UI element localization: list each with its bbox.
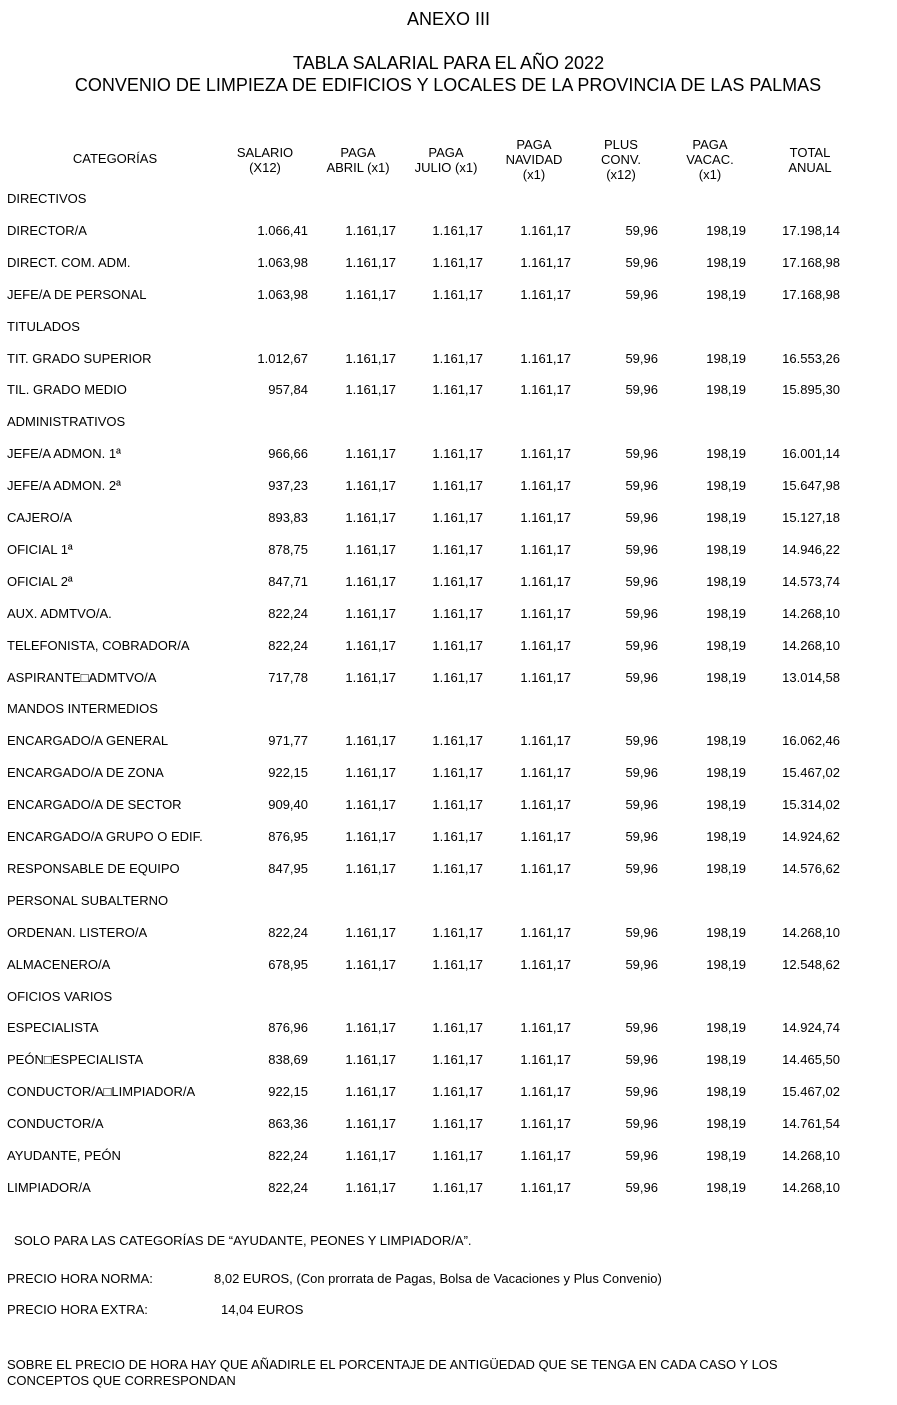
section-label: PERSONAL SUBALTERNO bbox=[7, 893, 169, 908]
section-label: MANDOS INTERMEDIOS bbox=[7, 701, 158, 716]
category-cell: ORDENAN. LISTERO/A bbox=[7, 925, 148, 940]
category-cell: CONDUCTOR/A□LIMPIADOR/A bbox=[7, 1084, 196, 1099]
plus-cell: 59,96 bbox=[625, 382, 658, 397]
vacac-cell: 198,19 bbox=[706, 925, 746, 940]
category-cell: LIMPIADOR/A bbox=[7, 1180, 91, 1195]
category-cell: ENCARGADO/A DE SECTOR bbox=[7, 797, 182, 812]
table-row bbox=[0, 223, 897, 243]
abril-cell: 1.161,17 bbox=[345, 797, 396, 812]
salario-cell: 822,24 bbox=[268, 638, 308, 653]
salario-cell: 893,83 bbox=[268, 510, 308, 525]
plus-cell: 59,96 bbox=[625, 638, 658, 653]
total-cell: 14.576,62 bbox=[782, 861, 840, 876]
total-cell: 16.062,46 bbox=[782, 733, 840, 748]
navidad-cell: 1.161,17 bbox=[520, 351, 571, 366]
abril-cell: 1.161,17 bbox=[345, 670, 396, 685]
navidad-cell: 1.161,17 bbox=[520, 861, 571, 876]
section-row bbox=[0, 191, 897, 211]
plus-cell: 59,96 bbox=[625, 670, 658, 685]
abril-cell: 1.161,17 bbox=[345, 1180, 396, 1195]
salario-cell: 1.063,98 bbox=[257, 255, 308, 270]
salario-cell: 922,15 bbox=[268, 765, 308, 780]
vacac-cell: 198,19 bbox=[706, 255, 746, 270]
abril-cell: 1.161,17 bbox=[345, 638, 396, 653]
total-cell: 17.168,98 bbox=[782, 287, 840, 302]
navidad-cell: 1.161,17 bbox=[520, 478, 571, 493]
section-label: ADMINISTRATIVOS bbox=[7, 414, 126, 429]
vacac-cell: 198,19 bbox=[706, 1020, 746, 1035]
total-cell: 15.647,98 bbox=[782, 478, 840, 493]
total-cell: 14.946,22 bbox=[782, 542, 840, 557]
hora-extra-label: PRECIO HORA EXTRA: bbox=[7, 1302, 148, 1317]
plus-cell: 59,96 bbox=[625, 606, 658, 621]
total-cell: 14.761,54 bbox=[782, 1116, 840, 1131]
navidad-cell: 1.161,17 bbox=[520, 957, 571, 972]
vacac-cell: 198,19 bbox=[706, 957, 746, 972]
plus-cell: 59,96 bbox=[625, 478, 658, 493]
plus-cell: 59,96 bbox=[625, 765, 658, 780]
header-total-anual: TOTAL ANUAL bbox=[788, 145, 832, 175]
abril-cell: 1.161,17 bbox=[345, 733, 396, 748]
total-cell: 14.268,10 bbox=[782, 1180, 840, 1195]
salario-cell: 957,84 bbox=[268, 382, 308, 397]
julio-cell: 1.161,17 bbox=[432, 861, 483, 876]
julio-cell: 1.161,17 bbox=[432, 670, 483, 685]
plus-cell: 59,96 bbox=[625, 1148, 658, 1163]
vacac-cell: 198,19 bbox=[706, 287, 746, 302]
vacac-cell: 198,19 bbox=[706, 223, 746, 238]
salario-cell: 909,40 bbox=[268, 797, 308, 812]
section-row bbox=[0, 319, 897, 339]
julio-cell: 1.161,17 bbox=[432, 542, 483, 557]
julio-cell: 1.161,17 bbox=[432, 957, 483, 972]
total-cell: 14.268,10 bbox=[782, 1148, 840, 1163]
section-label: DIRECTIVOS bbox=[7, 191, 87, 206]
total-cell: 17.168,98 bbox=[782, 255, 840, 270]
plus-cell: 59,96 bbox=[625, 1180, 658, 1195]
abril-cell: 1.161,17 bbox=[345, 446, 396, 461]
navidad-cell: 1.161,17 bbox=[520, 287, 571, 302]
annex-title: ANEXO III bbox=[406, 9, 491, 29]
salario-cell: 822,24 bbox=[268, 925, 308, 940]
navidad-cell: 1.161,17 bbox=[520, 1084, 571, 1099]
table-row bbox=[0, 446, 897, 466]
total-cell: 14.924,74 bbox=[782, 1020, 840, 1035]
table-row bbox=[0, 638, 897, 658]
julio-cell: 1.161,17 bbox=[432, 223, 483, 238]
plus-cell: 59,96 bbox=[625, 733, 658, 748]
section-row bbox=[0, 701, 897, 721]
plus-cell: 59,96 bbox=[625, 1052, 658, 1067]
table-row bbox=[0, 287, 897, 307]
category-cell: ESPECIALISTA bbox=[7, 1020, 99, 1035]
table-row bbox=[0, 957, 897, 977]
table-row bbox=[0, 574, 897, 594]
table-row bbox=[0, 733, 897, 753]
header-salario: SALARIO (X12) bbox=[236, 145, 294, 175]
salario-cell: 717,78 bbox=[268, 670, 308, 685]
total-cell: 15.127,18 bbox=[782, 510, 840, 525]
total-cell: 15.314,02 bbox=[782, 797, 840, 812]
header-paga-vacac: PAGA VACAC. (x1) bbox=[686, 137, 734, 182]
navidad-cell: 1.161,17 bbox=[520, 829, 571, 844]
vacac-cell: 198,19 bbox=[706, 1052, 746, 1067]
category-cell: RESPONSABLE DE EQUIPO bbox=[7, 861, 180, 876]
salario-cell: 966,66 bbox=[268, 446, 308, 461]
julio-cell: 1.161,17 bbox=[432, 1148, 483, 1163]
vacac-cell: 198,19 bbox=[706, 351, 746, 366]
table-row bbox=[0, 542, 897, 562]
vacac-cell: 198,19 bbox=[706, 1180, 746, 1195]
total-cell: 14.573,74 bbox=[782, 574, 840, 589]
hora-extra-value: 14,04 EUROS bbox=[221, 1302, 304, 1317]
header-plus-conv: PLUS CONV. (x12) bbox=[601, 137, 641, 182]
section-row bbox=[0, 414, 897, 434]
total-cell: 12.548,62 bbox=[782, 957, 840, 972]
vacac-cell: 198,19 bbox=[706, 574, 746, 589]
category-cell: TIT. GRADO SUPERIOR bbox=[7, 351, 152, 366]
salario-cell: 1.063,98 bbox=[257, 287, 308, 302]
salario-cell: 878,75 bbox=[268, 542, 308, 557]
julio-cell: 1.161,17 bbox=[432, 478, 483, 493]
hora-norma-label: PRECIO HORA NORMA: bbox=[7, 1271, 153, 1286]
navidad-cell: 1.161,17 bbox=[520, 606, 571, 621]
category-cell: ALMACENERO/A bbox=[7, 957, 111, 972]
category-cell: JEFE/A ADMON. 2ª bbox=[7, 478, 121, 493]
abril-cell: 1.161,17 bbox=[345, 606, 396, 621]
navidad-cell: 1.161,17 bbox=[520, 446, 571, 461]
navidad-cell: 1.161,17 bbox=[520, 1116, 571, 1131]
table-row bbox=[0, 351, 897, 371]
table-row bbox=[0, 1148, 897, 1168]
julio-cell: 1.161,17 bbox=[432, 446, 483, 461]
vacac-cell: 198,19 bbox=[706, 446, 746, 461]
table-row bbox=[0, 1180, 897, 1200]
salario-cell: 937,23 bbox=[268, 478, 308, 493]
category-cell: ENCARGADO/A GENERAL bbox=[7, 733, 169, 748]
vacac-cell: 198,19 bbox=[706, 382, 746, 397]
category-cell: CONDUCTOR/A bbox=[7, 1116, 104, 1131]
navidad-cell: 1.161,17 bbox=[520, 638, 571, 653]
section-row bbox=[0, 893, 897, 913]
salario-cell: 847,95 bbox=[268, 861, 308, 876]
julio-cell: 1.161,17 bbox=[432, 574, 483, 589]
vacac-cell: 198,19 bbox=[706, 765, 746, 780]
vacac-cell: 198,19 bbox=[706, 1084, 746, 1099]
salario-cell: 822,24 bbox=[268, 606, 308, 621]
total-cell: 14.268,10 bbox=[782, 638, 840, 653]
abril-cell: 1.161,17 bbox=[345, 1052, 396, 1067]
navidad-cell: 1.161,17 bbox=[520, 733, 571, 748]
julio-cell: 1.161,17 bbox=[432, 255, 483, 270]
category-cell: JEFE/A ADMON. 1ª bbox=[7, 446, 121, 461]
plus-cell: 59,96 bbox=[625, 957, 658, 972]
vacac-cell: 198,19 bbox=[706, 670, 746, 685]
julio-cell: 1.161,17 bbox=[432, 829, 483, 844]
navidad-cell: 1.161,17 bbox=[520, 670, 571, 685]
abril-cell: 1.161,17 bbox=[345, 1116, 396, 1131]
julio-cell: 1.161,17 bbox=[432, 1052, 483, 1067]
category-cell: ASPIRANTE□ADMTVO/A bbox=[7, 670, 157, 685]
hora-norma-value: 8,02 EUROS, (Con prorrata de Pagas, Bolsa de Vacaciones y Plus Convenio) bbox=[214, 1271, 662, 1286]
salario-cell: 822,24 bbox=[268, 1148, 308, 1163]
category-cell: TIL. GRADO MEDIO bbox=[7, 382, 127, 397]
abril-cell: 1.161,17 bbox=[345, 765, 396, 780]
section-label: TITULADOS bbox=[7, 319, 80, 334]
category-cell: OFICIAL 2ª bbox=[7, 574, 73, 589]
navidad-cell: 1.161,17 bbox=[520, 1052, 571, 1067]
abril-cell: 1.161,17 bbox=[345, 255, 396, 270]
table-row bbox=[0, 925, 897, 945]
total-cell: 16.001,14 bbox=[782, 446, 840, 461]
header-categorias: CATEGORÍAS bbox=[72, 151, 158, 166]
plus-cell: 59,96 bbox=[625, 925, 658, 940]
total-cell: 17.198,14 bbox=[782, 223, 840, 238]
julio-cell: 1.161,17 bbox=[432, 606, 483, 621]
abril-cell: 1.161,17 bbox=[345, 351, 396, 366]
plus-cell: 59,96 bbox=[625, 1116, 658, 1131]
vacac-cell: 198,19 bbox=[706, 1116, 746, 1131]
navidad-cell: 1.161,17 bbox=[520, 1180, 571, 1195]
plus-cell: 59,96 bbox=[625, 1020, 658, 1035]
abril-cell: 1.161,17 bbox=[345, 510, 396, 525]
table-row bbox=[0, 1052, 897, 1072]
julio-cell: 1.161,17 bbox=[432, 287, 483, 302]
category-cell: ENCARGADO/A DE ZONA bbox=[7, 765, 164, 780]
navidad-cell: 1.161,17 bbox=[520, 925, 571, 940]
navidad-cell: 1.161,17 bbox=[520, 223, 571, 238]
julio-cell: 1.161,17 bbox=[432, 733, 483, 748]
navidad-cell: 1.161,17 bbox=[520, 542, 571, 557]
total-cell: 15.895,30 bbox=[782, 382, 840, 397]
category-cell: JEFE/A DE PERSONAL bbox=[7, 287, 147, 302]
plus-cell: 59,96 bbox=[625, 1084, 658, 1099]
julio-cell: 1.161,17 bbox=[432, 1020, 483, 1035]
plus-cell: 59,96 bbox=[625, 223, 658, 238]
navidad-cell: 1.161,17 bbox=[520, 574, 571, 589]
document-title: TABLA SALARIAL PARA EL AÑO 2022 bbox=[292, 53, 605, 73]
abril-cell: 1.161,17 bbox=[345, 1148, 396, 1163]
header-paga-navidad: PAGA NAVIDAD (x1) bbox=[505, 137, 563, 182]
julio-cell: 1.161,17 bbox=[432, 382, 483, 397]
salario-cell: 876,96 bbox=[268, 1020, 308, 1035]
salario-cell: 863,36 bbox=[268, 1116, 308, 1131]
salario-cell: 847,71 bbox=[268, 574, 308, 589]
total-cell: 14.268,10 bbox=[782, 925, 840, 940]
table-row bbox=[0, 606, 897, 626]
section-row bbox=[0, 989, 897, 1009]
abril-cell: 1.161,17 bbox=[345, 574, 396, 589]
abril-cell: 1.161,17 bbox=[345, 1020, 396, 1035]
salario-cell: 1.012,67 bbox=[257, 351, 308, 366]
category-cell: PEÓN□ESPECIALISTA bbox=[7, 1052, 144, 1067]
plus-cell: 59,96 bbox=[625, 574, 658, 589]
table-row bbox=[0, 478, 897, 498]
julio-cell: 1.161,17 bbox=[432, 351, 483, 366]
plus-cell: 59,96 bbox=[625, 829, 658, 844]
table-row bbox=[0, 1020, 897, 1040]
vacac-cell: 198,19 bbox=[706, 797, 746, 812]
category-cell: OFICIAL 1ª bbox=[7, 542, 73, 557]
table-row bbox=[0, 1116, 897, 1136]
salario-cell: 678,95 bbox=[268, 957, 308, 972]
julio-cell: 1.161,17 bbox=[432, 797, 483, 812]
plus-cell: 59,96 bbox=[625, 797, 658, 812]
vacac-cell: 198,19 bbox=[706, 861, 746, 876]
julio-cell: 1.161,17 bbox=[432, 765, 483, 780]
table-row bbox=[0, 255, 897, 275]
abril-cell: 1.161,17 bbox=[345, 382, 396, 397]
abril-cell: 1.161,17 bbox=[345, 287, 396, 302]
navidad-cell: 1.161,17 bbox=[520, 797, 571, 812]
table-row bbox=[0, 829, 897, 849]
category-cell: DIRECT. COM. ADM. bbox=[7, 255, 131, 270]
vacac-cell: 198,19 bbox=[706, 542, 746, 557]
abril-cell: 1.161,17 bbox=[345, 829, 396, 844]
table-row bbox=[0, 1084, 897, 1104]
table-row bbox=[0, 670, 897, 690]
category-cell: CAJERO/A bbox=[7, 510, 73, 525]
vacac-cell: 198,19 bbox=[706, 510, 746, 525]
header-paga-abril: PAGA ABRIL (x1) bbox=[326, 145, 390, 175]
salario-cell: 822,24 bbox=[268, 1180, 308, 1195]
plus-cell: 59,96 bbox=[625, 510, 658, 525]
vacac-cell: 198,19 bbox=[706, 638, 746, 653]
navidad-cell: 1.161,17 bbox=[520, 1148, 571, 1163]
table-row bbox=[0, 861, 897, 881]
final-note: SOBRE EL PRECIO DE HORA HAY QUE AÑADIRLE EL PORCENTAJE DE ANTIGÜEDAD QUE SE TENGA EN CADA CASO Y LOS CONCEPTOS QUE CORRESPONDAN bbox=[7, 1357, 778, 1388]
abril-cell: 1.161,17 bbox=[345, 542, 396, 557]
plus-cell: 59,96 bbox=[625, 542, 658, 557]
table-row bbox=[0, 797, 897, 817]
abril-cell: 1.161,17 bbox=[345, 1084, 396, 1099]
total-cell: 16.553,26 bbox=[782, 351, 840, 366]
salario-cell: 876,95 bbox=[268, 829, 308, 844]
julio-cell: 1.161,17 bbox=[432, 925, 483, 940]
document-subtitle: CONVENIO DE LIMPIEZA DE EDIFICIOS Y LOCALES DE LA PROVINCIA DE LAS PALMAS bbox=[74, 75, 822, 95]
table-row bbox=[0, 510, 897, 530]
julio-cell: 1.161,17 bbox=[432, 1116, 483, 1131]
abril-cell: 1.161,17 bbox=[345, 925, 396, 940]
table-row bbox=[0, 765, 897, 785]
navidad-cell: 1.161,17 bbox=[520, 382, 571, 397]
abril-cell: 1.161,17 bbox=[345, 957, 396, 972]
total-cell: 14.465,50 bbox=[782, 1052, 840, 1067]
salario-cell: 971,77 bbox=[268, 733, 308, 748]
salario-cell: 1.066,41 bbox=[257, 223, 308, 238]
note-only-for: SOLO PARA LAS CATEGORÍAS DE “AYUDANTE, PEONES Y LIMPIADOR/A”. bbox=[14, 1233, 472, 1248]
julio-cell: 1.161,17 bbox=[432, 638, 483, 653]
category-cell: AYUDANTE, PEÓN bbox=[7, 1148, 121, 1163]
navidad-cell: 1.161,17 bbox=[520, 510, 571, 525]
category-cell: AUX. ADMTVO/A. bbox=[7, 606, 112, 621]
category-cell: ENCARGADO/A GRUPO O EDIF. bbox=[7, 829, 203, 844]
plus-cell: 59,96 bbox=[625, 351, 658, 366]
table-row bbox=[0, 382, 897, 402]
plus-cell: 59,96 bbox=[625, 861, 658, 876]
category-cell: TELEFONISTA, COBRADOR/A bbox=[7, 638, 190, 653]
navidad-cell: 1.161,17 bbox=[520, 1020, 571, 1035]
vacac-cell: 198,19 bbox=[706, 606, 746, 621]
total-cell: 14.924,62 bbox=[782, 829, 840, 844]
julio-cell: 1.161,17 bbox=[432, 510, 483, 525]
abril-cell: 1.161,17 bbox=[345, 478, 396, 493]
vacac-cell: 198,19 bbox=[706, 1148, 746, 1163]
salario-cell: 838,69 bbox=[268, 1052, 308, 1067]
navidad-cell: 1.161,17 bbox=[520, 255, 571, 270]
total-cell: 15.467,02 bbox=[782, 1084, 840, 1099]
section-label: OFICIOS VARIOS bbox=[7, 989, 113, 1004]
total-cell: 13.014,58 bbox=[782, 670, 840, 685]
julio-cell: 1.161,17 bbox=[432, 1180, 483, 1195]
vacac-cell: 198,19 bbox=[706, 478, 746, 493]
header-paga-julio: PAGA JULIO (x1) bbox=[414, 145, 478, 175]
plus-cell: 59,96 bbox=[625, 446, 658, 461]
abril-cell: 1.161,17 bbox=[345, 861, 396, 876]
total-cell: 15.467,02 bbox=[782, 765, 840, 780]
abril-cell: 1.161,17 bbox=[345, 223, 396, 238]
plus-cell: 59,96 bbox=[625, 255, 658, 270]
total-cell: 14.268,10 bbox=[782, 606, 840, 621]
navidad-cell: 1.161,17 bbox=[520, 765, 571, 780]
plus-cell: 59,96 bbox=[625, 287, 658, 302]
category-cell: DIRECTOR/A bbox=[7, 223, 87, 238]
vacac-cell: 198,19 bbox=[706, 733, 746, 748]
vacac-cell: 198,19 bbox=[706, 829, 746, 844]
salario-cell: 922,15 bbox=[268, 1084, 308, 1099]
julio-cell: 1.161,17 bbox=[432, 1084, 483, 1099]
